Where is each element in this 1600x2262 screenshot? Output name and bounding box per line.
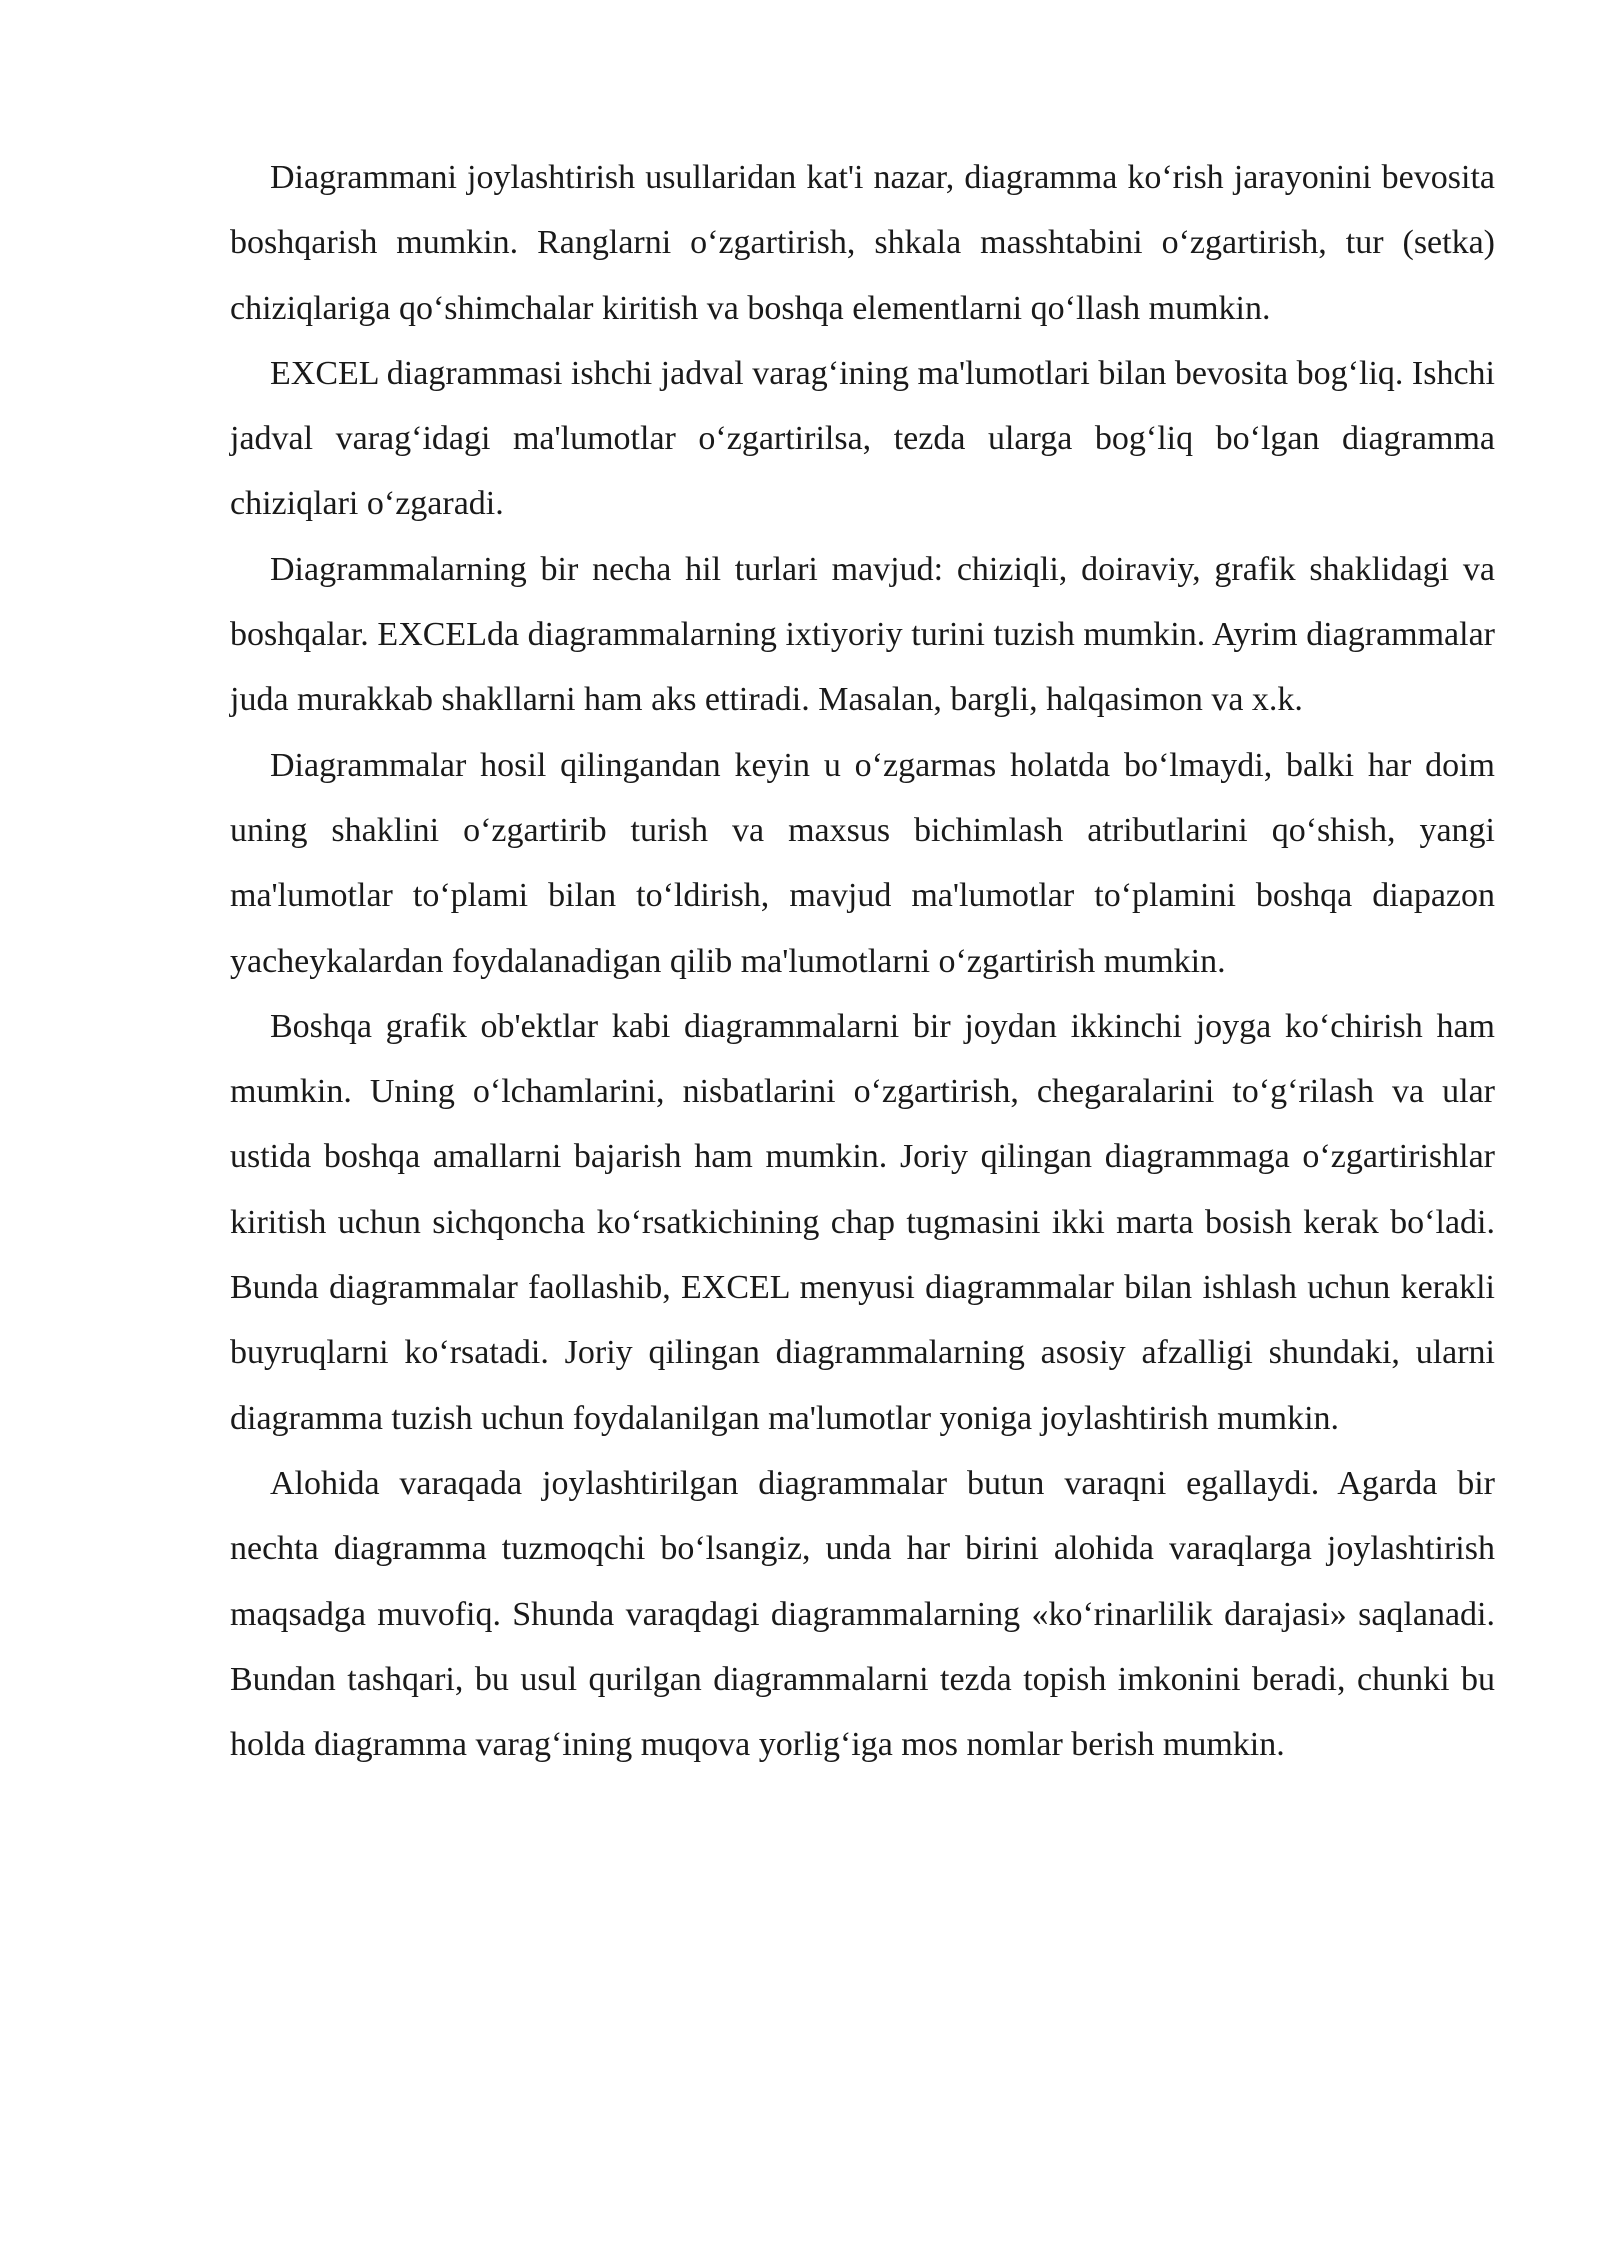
paragraph-2: EXCEL diagrammasi ishchi jadval varag‘ining ma'lumotlari bilan bevosita bog‘liq. Ishchi jadval varag‘idagi ma'lumotlar o‘zgartirilsa, tezda ularga bog‘liq bo‘lgan diagramma chiziqlari o‘zgaradi. bbox=[230, 354, 1495, 523]
paragraph-3: Diagrammalarning bir necha hil turlari mavjud: chiziqli, doiraviy, grafik shaklidagi va boshqalar. EXCELda diagrammalarning ixtiyoriy turini tuzish mumkin. Ayrim diagrammalar juda murakkab shakllarni ham aks ettiradi. Masalan, bargli, halqasimon va x.k. bbox=[230, 550, 1495, 719]
paragraph-6: Alohida varaqada joylashtirilgan diagrammalar butun varaqni egallaydi. Agarda bir nechta diagramma tuzmoqchi bo‘lsangiz, unda har birini alohida varaqlarga joylashtirish maqsadga muvofiq. Shunda varaqdagi diagrammalarning «ko‘rinarlilik darajasi» saqlanadi. Bundan tashqari, bu usul qurilgan diagrammalarni tezda topish imkonini beradi, chunki bu holda diagramma varag‘ining muqova yorlig‘iga mos nomlar berish mumkin. bbox=[230, 1464, 1495, 1764]
paragraph-4: Diagrammalar hosil qilingandan keyin u o‘zgarmas holatda bo‘lmaydi, balki har doim uning shaklini o‘zgartirib turish va maxsus bichimlash atributlarini qo‘shish, yangi ma'lumotlar to‘plami bilan to‘ldirish, mavjud ma'lumotlar to‘plamini boshqa diapazon yacheykalardan foydalanadigan qilib ma'lumotlarni o‘zgartirish mumkin. bbox=[230, 746, 1495, 980]
paragraph-1: Diagrammani joylashtirish usullaridan kat'i nazar, diagramma ko‘rish jarayonini bevosita boshqarish mumkin. Ranglarni o‘zgartirish, shkala masshtabini o‘zgartirish, tur (setka) chiziqlariga qo‘shimchalar kiritish va boshqa elementlarni qo‘llash mumkin. bbox=[230, 159, 1495, 327]
document-body bbox=[230, 145, 1495, 1777]
paragraph-5: Boshqa grafik ob'ektlar kabi diagrammalarni bir joydan ikkinchi joyga ko‘chirish ham mumkin. Uning o‘lchamlarini, nisbatlarini o‘zgartirish, chegaralarini to‘g‘rilash va ular ustida boshqa amallarni bajarish ham mumkin. Joriy qilingan diagrammaga o‘zgartirishlar kiritish uchun sichqoncha ko‘rsatkichining chap tugmasini ikki marta bosish kerak bo‘ladi. Bunda diagrammalar faollashib, EXCEL menyusi diagrammalar bilan ishlash uchun kerakli buyruqlarni ko‘rsatadi. Joriy qilingan diagrammalarning asosiy afzalligi shundaki, ularni diagramma tuzish uchun foydalanilgan ma'lumotlar yoniga joylashtirish mumkin. bbox=[230, 1007, 1495, 1437]
